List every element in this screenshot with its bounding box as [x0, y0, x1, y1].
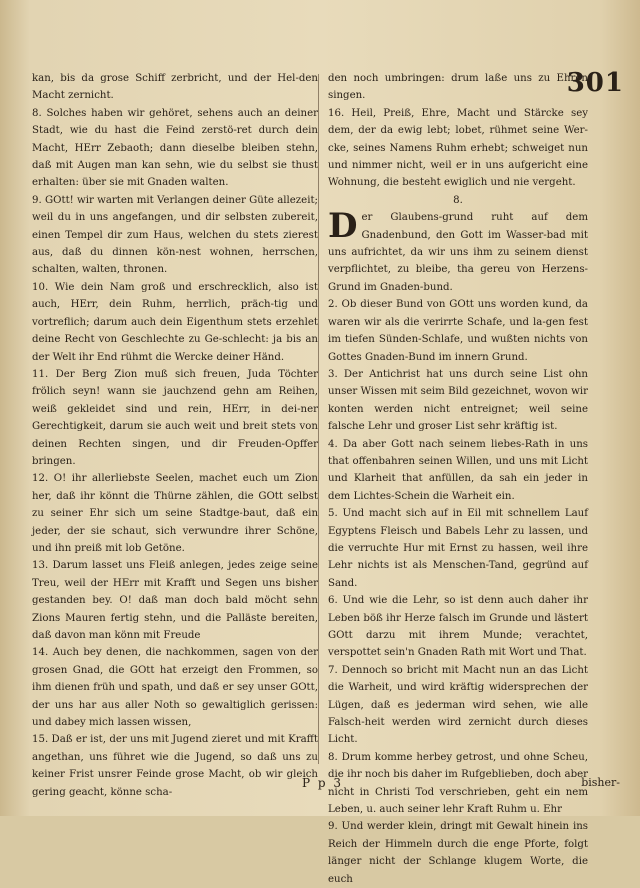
paragraph: 11. Der Berg Zion muß sich freuen, Juda Töchter frölich seyn! wann sie jauchzend gehn am Reihen, weiß gekleidet sind und rein, HErr, in dei-ner Gerechtigkeit, darum sie auch weit und breit stets von deinen Rechten singen, und dir Freuden-Opffer bringen. — [32, 368, 318, 467]
hymn-number: 8. — [453, 194, 463, 206]
paragraph: 6. Und wie die Lehr, so ist denn auch daher ihr Leben böß ihr Herze falsch im Grunde und lästert GOtt darzu mit ihrem Munde; verachtet, verspottet sein'n Gnaden Rath mit Wort und That. — [328, 595, 588, 659]
page-number: 301 — [566, 68, 624, 98]
printer-signature: P p 3 — [302, 776, 344, 790]
paragraph: 14. Auch bey denen, die nachkommen, sagen von der grosen Gnad, die GOtt hat erzeigt den Frommen, so ihm dienen früh und spath, und daß er sey unser GOtt, der uns har aus aller Noth so gewaltiglich gerissen: und dabey mich lassen wissen, — [32, 647, 318, 729]
catchword: bisher- — [581, 776, 620, 789]
paragraph: 16. Heil, Preiß, Ehre, Macht und Stärcke sey dem, der da ewig lebt; lobet, rühmet seine Wer-cke, seines Namens Ruhm erhebt; schweiget nun und nimmer nicht, weil er in uns aufgericht eine Wohnung, die besteht ewiglich und nie vergeht. — [328, 107, 588, 189]
paragraph: 7. Dennoch so bricht mit Macht nun an das Licht die Warheit, und wird kräftig widersprechen der Lügen, daß es jederman wird sehen, wie alle Falsch-heit werden wird zernicht durch dieses Licht. — [328, 664, 588, 746]
paragraph: 9. Und werder klein, dringt mit Gewalt hinein ins Reich der Himmeln durch die enge Pforte, folgt länger nicht der Schlange klugem Worte, die euch — [328, 821, 588, 885]
paragraph: 4. Da aber Gott nach seinem liebes-Rath in uns that offenbahren seinen Willen, und uns mit Licht und Klarheit that anfüllen, da sah ein jeder in dem Lichtes-Schein die Warheit ein. — [328, 438, 588, 502]
paragraph: 8. Solches haben wir gehöret, sehens auch an deiner Stadt, wie du hast die Feind zerstö-ret durch dein Macht, HErr Zebaoth; dann dieselbe bleiben stehn, daß mit Augen man kan sehn, wie du selbst sie thust erhalten: über sie mit Gnaden walten. — [32, 107, 318, 189]
drop-cap: D — [328, 206, 358, 247]
paragraph: 5. Und macht sich auf in Eil mit schnellem Lauf Egyptens Fleisch und Babels Lehr zu lassen, und die verruchte Hur mit Ernst zu hassen, weil ihre Lehr nichts ist als Menschen-Tand, gegründ auf Sand. — [328, 508, 588, 589]
left-column — [32, 70, 318, 798]
paragraph: 8. Drum komme herbey getrost, und ohne Scheu, die ihr noch bis daher im Rufgeblieben, doch aber nicht in Christi Tod verschrieben, geht ein nem Leben, u. auch seiner lehr Kraft Ruhm u. Ehr — [328, 751, 588, 816]
paragraph: den noch umbringen: drum laße uns zu Ehren singen. — [328, 73, 588, 102]
paragraph: 3. Der Antichrist hat uns durch seine List ohn unser Wissen mit seim Bild gezeichnet, wovon wir konten werden nicht entreignet; weil seine falsche Lehr und groser List sehr kräftig ist. — [328, 368, 588, 433]
paragraph: 13. Darum lasset uns Fleiß anlegen, jedes zeige seine Treu, weil der HErr mit Krafft und Segen uns bisher gestanden bey. O! daß man doch bald möcht sehn Zions Mauren fertig stehn, und die Palläste bereiten, daß davon man könn mit Freude — [32, 560, 318, 641]
paragraph: 15. Daß er ist, der uns mit Jugend zieret und mit Krafft angethan, uns führet wie die Jugend, so daß uns zu keiner Frist unsrer Feinde grose Macht, ob wir gleich gering geacht, könne scha- — [32, 734, 318, 798]
paragraph: 2. Ob dieser Bund von GOtt uns worden kund, da waren wir als die verirrte Schafe, und la-gen fest im tiefen Sünden-Schlafe, und wußten nichts von Gottes Gnaden-Bund im innern Grund. — [328, 299, 588, 363]
paragraph-text: er Glaubens-grund ruht auf dem Gnadenbund, den Gott im Wasser-bad mit uns aufrichtet, da wir uns ihm zu seinem dienst verpflichtet, zu bleibe, tha gereu von Herzens-Grund im Gnaden-bund. — [328, 212, 588, 293]
first-paragraph — [328, 206, 588, 296]
paragraph: kan, bis da grose Schiff zerbricht, und der Hel-den Macht zernicht. — [32, 73, 318, 102]
paragraph: 12. O! ihr allerliebste Seelen, machet euch um Zion her, daß ihr könnt die Thürne zählen, die GOtt selbst zu seiner Ehr sich um seine Stadtge-baut, daß ein jeder, der sie schaut, sich verwundre ihrer Schöne, und ihn preiß mit lob Getöne. — [32, 473, 318, 554]
paragraph: 10. Wie dein Nam groß und erschrecklich, also ist auch, HErr, dein Ruhm, herrlich, präch-tig und vortreflich; darum auch dein Eigenthum stets erzehlet deine Recht von Geschlechte zu Ge-schlecht: ja bis an der Welt ihr End rühmt die Wercke deiner Händ. — [32, 281, 318, 363]
page-footer — [32, 776, 620, 796]
paragraph: 9. GOtt! wir warten mit Verlangen deiner Güte allezeit; weil du in uns angefangen, und dir selbsten zubereit, einen Tempel dir zum Haus, welchen du stets zierest aus, daß du dinnen kön-nest wohnen, herrschen, schalten, walten, thronen. — [32, 194, 318, 276]
